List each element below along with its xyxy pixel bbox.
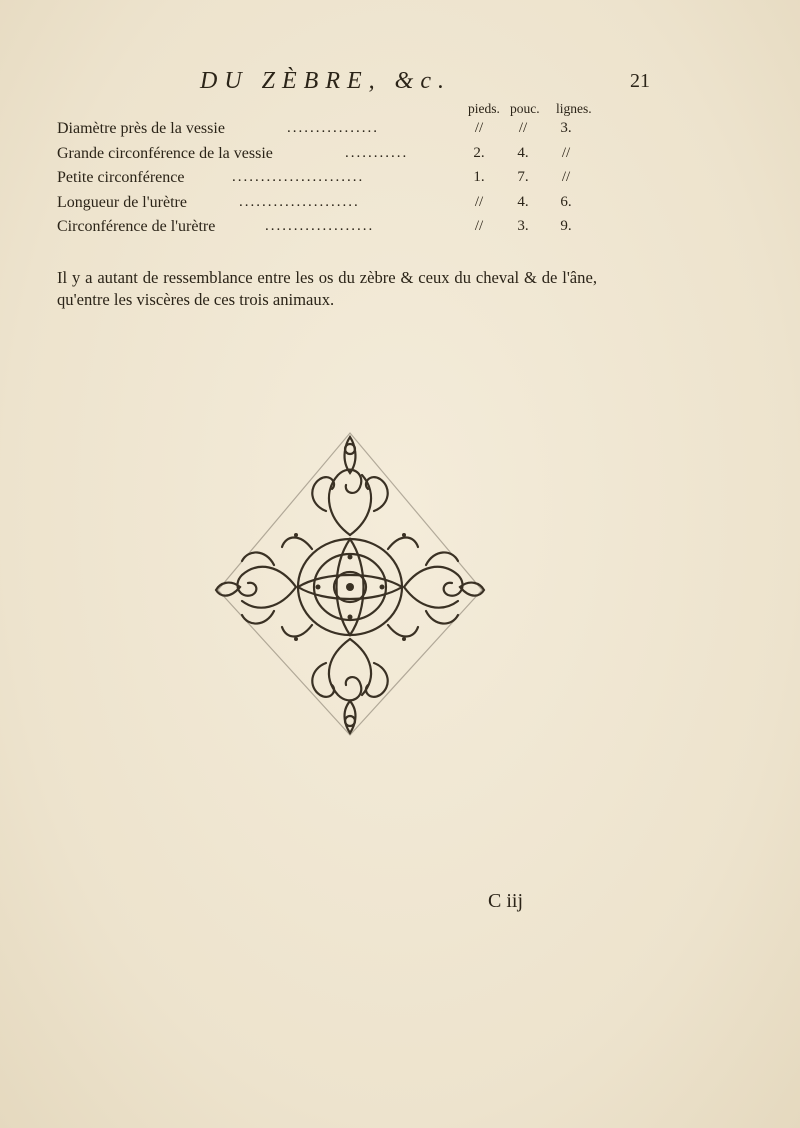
value-lignes: 6. xyxy=(560,193,572,210)
table-row xyxy=(57,120,607,145)
row-label: Grande circonférence de la vessie xyxy=(57,144,273,162)
row-label: Longueur de l'urètre xyxy=(57,193,187,211)
value-pieds: 2. xyxy=(473,144,485,161)
body-paragraph: Il y a autant de ressemblance entre les os du zèbre & ceux du cheval & de l'âne, qu'entre les viscères de ces trois animaux. xyxy=(57,268,597,309)
unit-pouces: pouc. xyxy=(510,101,540,116)
row-label: Petite circonférence xyxy=(57,169,185,186)
row-label: Diamètre près de la vessie xyxy=(57,120,225,137)
value-lignes: 9. xyxy=(560,218,572,234)
page-number: 21 xyxy=(630,70,650,92)
table-row xyxy=(57,194,607,219)
value-lignes: 3. xyxy=(560,120,572,136)
value-pieds: // xyxy=(474,120,484,136)
value-pouces: 4. xyxy=(517,193,529,210)
header-title: DU ZÈBRE, &c. xyxy=(200,68,451,94)
value-pieds: // xyxy=(474,218,484,234)
value-pouces: 7. xyxy=(517,169,529,185)
value-pouces: 3. xyxy=(517,218,529,234)
table-row xyxy=(57,218,607,243)
value-lignes: // xyxy=(561,144,571,161)
value-pieds: // xyxy=(474,193,484,210)
leader-dots: ..................... xyxy=(239,193,360,210)
value-lignes: // xyxy=(561,169,571,185)
fleuron-ornament-icon xyxy=(200,415,500,745)
units-header xyxy=(468,101,600,121)
value-pieds: 1. xyxy=(473,169,485,185)
leader-dots: ........... xyxy=(345,144,409,161)
leader-dots: ................ xyxy=(287,120,379,136)
leader-dots: ....................... xyxy=(232,169,365,185)
leader-dots: ................... xyxy=(265,218,375,234)
value-pouces: // xyxy=(518,120,528,136)
unit-lignes: lignes. xyxy=(556,101,592,116)
table-row xyxy=(57,145,607,170)
signature-mark: C iij xyxy=(488,890,524,912)
unit-pieds: pieds. xyxy=(468,101,500,116)
measurement-table xyxy=(57,120,607,243)
running-header xyxy=(150,68,650,102)
row-label: Circonférence de l'urètre xyxy=(57,218,216,235)
table-row xyxy=(57,169,607,194)
value-pouces: 4. xyxy=(517,144,529,161)
